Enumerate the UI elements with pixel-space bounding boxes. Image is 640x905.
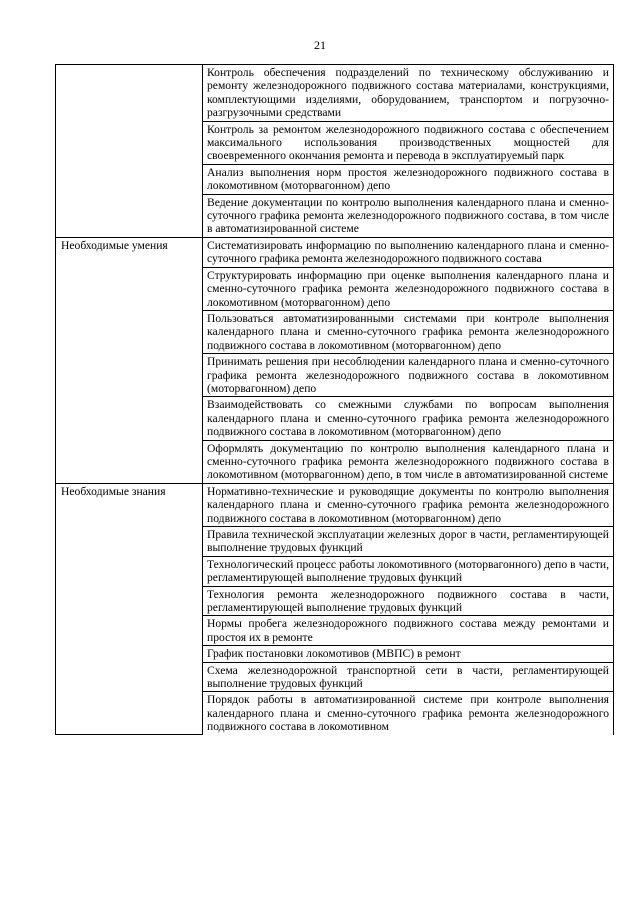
table-cell-item: Систематизировать информацию по выполнению календарного плана и сменно-суточного графика ремонта железнодорожного подвижного состава bbox=[203, 237, 614, 267]
table-cell-item: Схема железнодорожной транспортной сети в части, регламентирующей выполнение трудовых функций bbox=[203, 662, 614, 692]
table-row bbox=[56, 483, 614, 526]
table-cell-item: Пользоваться автоматизированными системами при контроле выполнения календарного плана и сменно-суточного графика ремонта железнодорожного подвижного состава в локомотивном (моторвагонном) депо bbox=[203, 310, 614, 353]
table-cell-item: Оформлять документацию по контролю выполнения календарного плана и сменно-суточного графика ремонта железнодорожного подвижного состава в локомотивном (моторвагонном) депо, в том числе в автоматизированной системе bbox=[203, 440, 614, 483]
section-label bbox=[56, 65, 203, 238]
section-label-knowledge: Необходимые знания bbox=[56, 483, 203, 734]
table-cell-item: Анализ выполнения норм простоя железнодорожного подвижного состава в локомотивном (моторвагонном) депо bbox=[203, 164, 614, 194]
page-number: 21 bbox=[314, 38, 326, 52]
table-cell-item: Технологический процесс работы локомотивного (моторвагонного) депо в части, регламентирующей выполнение трудовых функций bbox=[203, 556, 614, 586]
table-cell-item: Принимать решения при несоблюдении календарного плана и сменно-суточного графика ремонта железнодорожного подвижного состава в локомотивном (моторвагонном) депо bbox=[203, 354, 614, 397]
table-cell-item: Структурировать информацию при оценке выполнения календарного плана и сменно-суточного графика ремонта железнодорожного подвижного состава в локомотивном (моторвагонном) депо bbox=[203, 267, 614, 310]
table-cell-item: Нормы пробега железнодорожного подвижного состава между ремонтами и простоя их в ремонте bbox=[203, 616, 614, 646]
requirements-table bbox=[55, 64, 614, 735]
table-row bbox=[56, 65, 614, 122]
table-cell-item: Технология ремонта железнодорожного подвижного состава в части, регламентирующей выполнение трудовых функций bbox=[203, 586, 614, 616]
table-row bbox=[56, 237, 614, 267]
table-cell-item: Взаимодействовать со смежными службами по вопросам выполнения календарного плана и сменно-суточного графика ремонта железнодорожного подвижного состава в локомотивном (моторвагонном) депо bbox=[203, 397, 614, 440]
table-cell-item: Контроль за ремонтом железнодорожного подвижного состава с обеспечением максимального использования производственных мощностей для своевременного окончания ремонта и перевода в эксплуатируемый парк bbox=[203, 121, 614, 164]
table-cell-item: Правила технической эксплуатации железных дорог в части, регламентирующей выполнение трудовых функций bbox=[203, 527, 614, 557]
table-cell-item: График постановки локомотивов (МВПС) в ремонт bbox=[203, 646, 614, 662]
table-cell-item: Порядок работы в автоматизированной системе при контроле выполнения календарного плана и сменно-суточного графика ремонта железнодорожного подвижного состава в локомотивном bbox=[203, 692, 614, 735]
table-cell-item: Нормативно-технические и руководящие документы по контролю выполнения календарного плана и сменно-суточного графика ремонта железнодорожного подвижного состава в локомотивном (моторвагонном) депо bbox=[203, 483, 614, 526]
section-label-skills: Необходимые умения bbox=[56, 237, 203, 483]
table-cell-item: Контроль обеспечения подразделений по техническому обслуживанию и ремонту железнодорожного подвижного состава материалами, конструкциями, комплектующими изделиями, оборудованием, транспортом и погрузочно-разгрузочными средствами bbox=[203, 65, 614, 122]
table-cell-item: Ведение документации по контролю выполнения календарного плана и сменно-суточного графика ремонта железнодорожного подвижного состава, в том числе в автоматизированной системе bbox=[203, 194, 614, 237]
